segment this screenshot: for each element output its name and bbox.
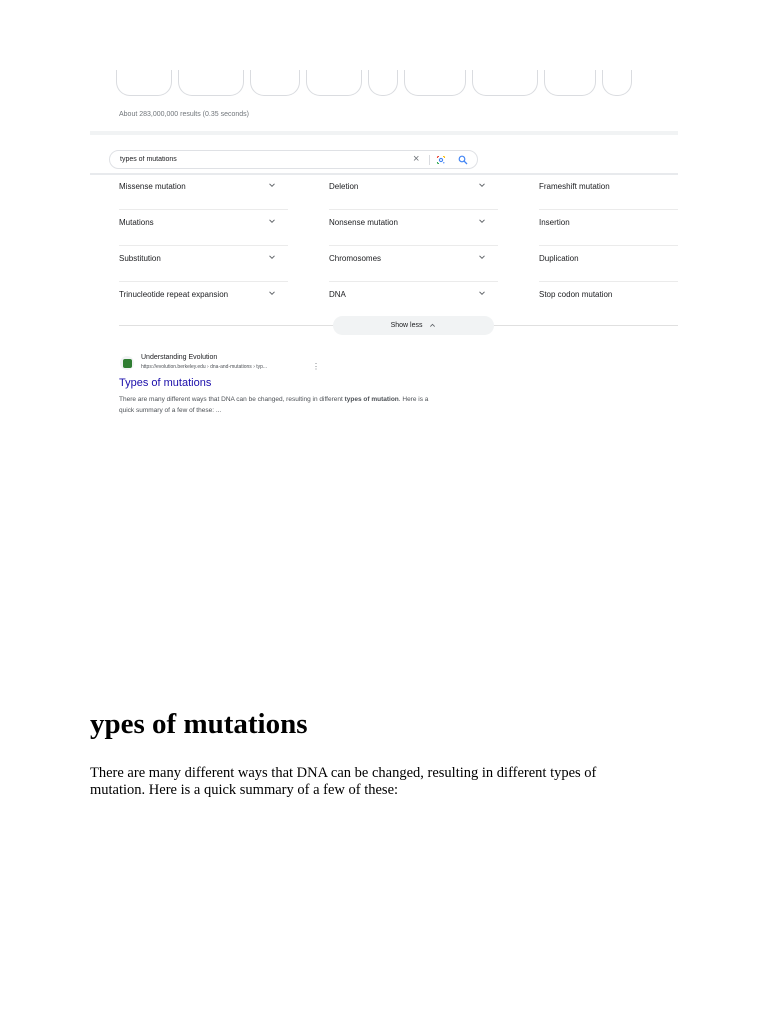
- chevron-down-icon: [268, 289, 276, 297]
- document-paragraph: There are many different ways that DNA can be changed, resulting in different types of mutation. Here is a quick summary of a few of these:: [90, 765, 597, 798]
- divider: [90, 131, 678, 135]
- related-topic[interactable]: [119, 210, 288, 246]
- divider: [429, 155, 430, 165]
- close-icon[interactable]: ×: [413, 153, 420, 165]
- result-snippet: There are many different ways that DNA can be changed, resulting in different types of mutation. Here is a quick summary of a few of these: ...: [119, 396, 429, 414]
- google-lens-icon[interactable]: [436, 155, 446, 165]
- chevron-down-icon: [478, 181, 486, 189]
- related-topic-label: Deletion: [329, 182, 359, 191]
- filter-chip[interactable]: [368, 70, 398, 96]
- related-topic-label: Missense mutation: [119, 182, 186, 191]
- filter-chip[interactable]: [306, 70, 362, 96]
- more-vert-icon[interactable]: ⋮: [312, 362, 320, 371]
- related-topic-label: Frameshift mutation: [539, 182, 610, 191]
- filter-chip[interactable]: [178, 70, 244, 96]
- related-topic[interactable]: [119, 246, 288, 282]
- document-heading: ypes of mutations: [90, 708, 308, 740]
- related-topic-label: Substitution: [119, 254, 161, 263]
- related-topic-label: Insertion: [539, 218, 570, 227]
- chevron-down-icon: [478, 217, 486, 225]
- show-less-button[interactable]: [333, 316, 494, 335]
- related-topic[interactable]: [329, 282, 498, 318]
- related-topic-label: Nonsense mutation: [329, 218, 398, 227]
- related-topic-label: Mutations: [119, 218, 154, 227]
- related-topic[interactable]: [329, 210, 498, 246]
- chevron-up-icon: [429, 322, 436, 329]
- related-topic[interactable]: [539, 210, 678, 246]
- filter-chip[interactable]: [602, 70, 632, 96]
- result-url[interactable]: https://evolution.berkeley.edu › dna-and-mutations › typ...: [141, 364, 268, 370]
- search-bar[interactable]: [109, 150, 478, 169]
- result-stats: About 283,000,000 results (0.35 seconds): [119, 111, 249, 118]
- related-topic[interactable]: [119, 282, 288, 318]
- result-site-name[interactable]: Understanding Evolution: [141, 354, 218, 361]
- search-screenshot: [90, 70, 678, 430]
- filter-chip[interactable]: [116, 70, 172, 96]
- related-topic[interactable]: [539, 174, 678, 210]
- search-icon[interactable]: [458, 155, 468, 165]
- chevron-down-icon: [268, 253, 276, 261]
- related-topic-label: Chromosomes: [329, 254, 382, 263]
- show-less-label: Show less: [390, 322, 423, 329]
- related-topic[interactable]: [539, 282, 678, 318]
- related-topic-label: Trinucleotide repeat expansion: [119, 290, 229, 299]
- related-topic-label: DNA: [329, 290, 346, 299]
- chevron-down-icon: [478, 289, 486, 297]
- result-title-link[interactable]: Types of mutations: [119, 377, 212, 389]
- related-topic[interactable]: [119, 174, 288, 210]
- filter-chips: [116, 70, 676, 96]
- chevron-down-icon: [268, 181, 276, 189]
- filter-chip[interactable]: [472, 70, 538, 96]
- filter-chip[interactable]: [250, 70, 300, 96]
- related-topic[interactable]: [329, 246, 498, 282]
- site-favicon[interactable]: [120, 356, 134, 370]
- filter-chip[interactable]: [544, 70, 596, 96]
- search-input[interactable]: [120, 154, 400, 165]
- filter-chip[interactable]: [404, 70, 466, 96]
- chevron-down-icon: [478, 253, 486, 261]
- related-topic-label: Stop codon mutation: [539, 290, 613, 299]
- related-topic[interactable]: [539, 246, 678, 282]
- related-topic-label: Duplication: [539, 254, 579, 263]
- chevron-down-icon: [268, 217, 276, 225]
- related-topic[interactable]: [329, 174, 498, 210]
